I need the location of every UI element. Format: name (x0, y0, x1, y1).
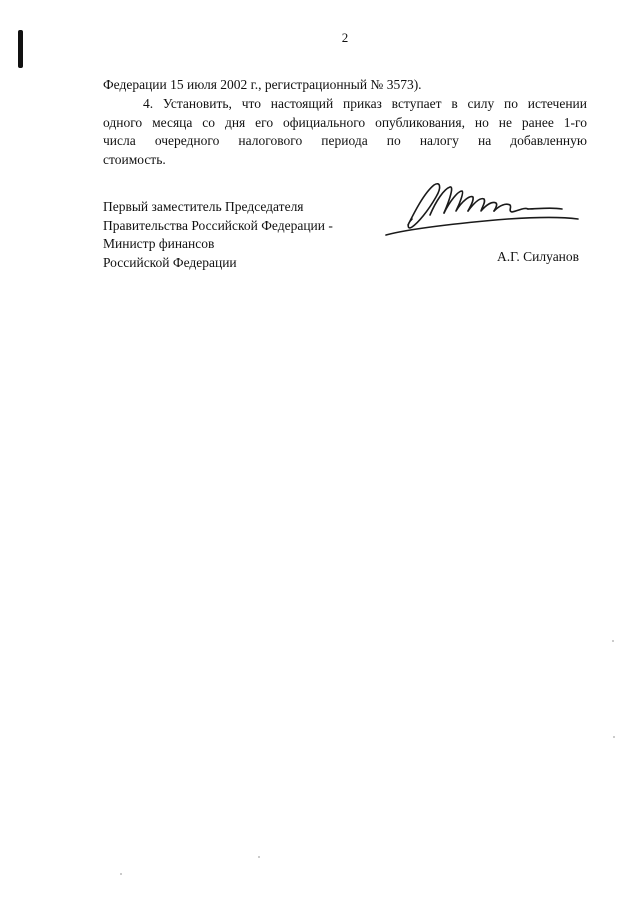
text-line: Федерации 15 июля 2002 г., регистрационный № 3573). (103, 77, 422, 92)
signatory-title-line: Министр финансов (103, 236, 215, 251)
scan-speck (612, 640, 614, 642)
signatory-title (103, 198, 333, 272)
signatory-title-line: Первый заместитель Председателя (103, 199, 304, 214)
signatory-title-line: Правительства Российской Федерации - (103, 217, 333, 233)
paragraph-item-4 (103, 95, 587, 169)
text-line: числа очередного налогового периода по налогу на добавленную (103, 133, 587, 148)
signatory-name: А.Г. Силуанов (497, 249, 580, 264)
text-line: стоимость. (103, 151, 166, 167)
page-number: 2 (341, 30, 349, 45)
scan-speck (613, 736, 615, 738)
text-line: 4. Установить, что настоящий приказ вступает в силу по истечении (143, 96, 587, 111)
signatory-title-line: Российской Федерации (103, 254, 237, 270)
text-line: одного месяца со дня его официального опубликования, но не ранее 1-го (103, 114, 587, 130)
scan-speck (258, 856, 260, 858)
paragraph-continuation (103, 76, 587, 95)
handwritten-signature (378, 175, 588, 245)
scan-speck (120, 873, 122, 875)
